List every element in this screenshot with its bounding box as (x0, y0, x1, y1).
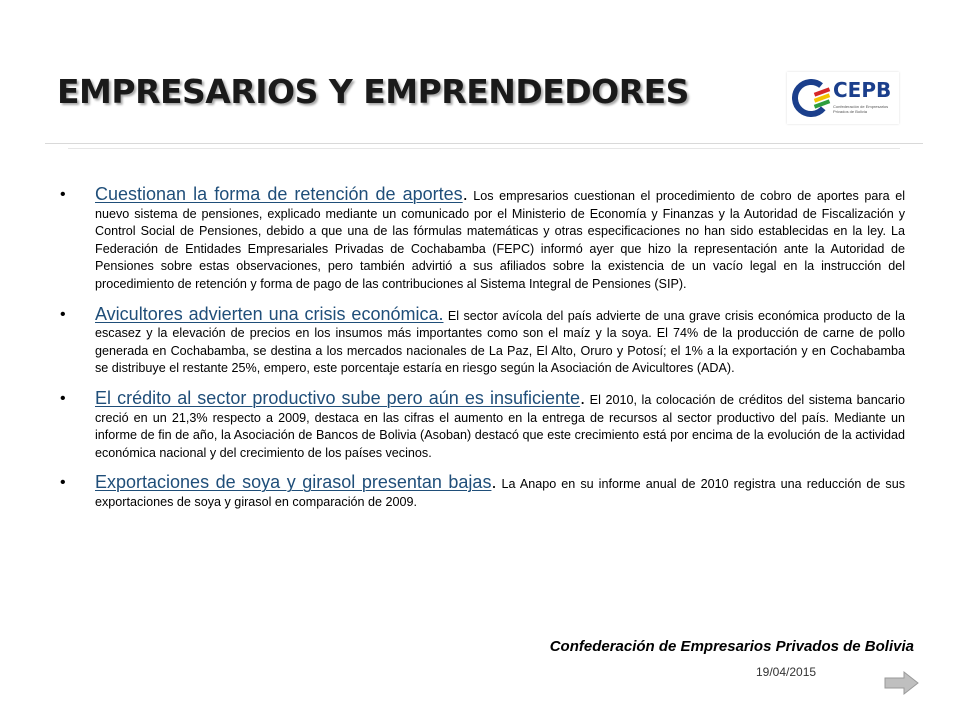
news-body: El 2010, la colocación de créditos del sistema bancario creció en un 21,3% respecto a 2009, destaca en las cifras el aumento en la entrega de recursos al sector productivo del país. Mediante un informe de fin de año, la Asociación de Bancos de Bolivia (Asoban) destacó que este crecimiento está por encima de la evolución de la actividad económica nacional y del crecimiento de los países vecinos. (95, 392, 905, 460)
news-body: El sector avícola del país advierte de una grave crisis económica producto de la escasez y la elevación de precios en los insumos más importantes como son el maíz y la soya. El 74% de la producción de carne de pollo generada en Cochabamba, se destina a los mercados nacionales de La Paz, El Alto, Oruro y Potosí; el 1% a la exportación y en Cochabamba se distribuye el restante 25%, empero, este porcentaje estaría en riesgo según la Asociación de Avicultores (ADA). (95, 308, 905, 376)
page-title: EMPRESARIOS Y EMPRENDEDORES (57, 72, 689, 111)
footer-date: 19/04/2015 (756, 665, 817, 679)
cepb-logo-mark-icon (792, 79, 832, 117)
list-item (60, 387, 905, 462)
footer-organization: Confederación de Empresarios Privados de Bolivia (549, 638, 914, 655)
headline-separator: . (462, 184, 468, 204)
logo-text: CEPB (833, 78, 892, 102)
list-item (60, 474, 905, 511)
title-divider (45, 143, 923, 144)
news-headline[interactable]: Avicultores advierten una crisis económica. (95, 303, 444, 324)
title-divider-inner (68, 148, 900, 149)
news-headline[interactable]: El crédito al sector productivo sube pero aún es insuficiente (95, 387, 581, 408)
logo-subtitle: Confederación de Empresarios Privados de Bolivia (833, 104, 889, 114)
right-arrow-icon[interactable] (884, 670, 920, 696)
bullet-icon: • (60, 305, 66, 323)
bullet-icon: • (60, 474, 66, 492)
news-headline[interactable]: Cuestionan la forma de retención de aportes (95, 184, 463, 204)
list-item (60, 186, 905, 294)
news-body: La Anapo en su informe anual de 2010 registra una reducción de sus exportaciones de soya y girasol en comparación de 2009. (95, 477, 906, 509)
bullet-icon: • (60, 389, 66, 407)
news-headline[interactable]: Exportaciones de soya y girasol presentan bajas (95, 472, 492, 493)
list-item (60, 303, 905, 378)
bullet-icon: • (60, 186, 66, 203)
news-body: Los empresarios cuestionan el procedimiento de cobro de aportes para el nuevo sistema de pensiones, explicado mediante un comunicado por el Ministerio de Economía y Finanzas y la Autoridad de Fiscalización y Control Social de Pensiones, debido a que una de las fórmulas matemáticas y otras especificaciones no han sido establecidas en la ley. La Federación de Entidades Empresariales Privadas de Cochabamba (FEPC) informó ayer que hizo la representación ante la Autoridad de Pensiones sobre estas observaciones, pero también advirtió a sus afiliados sobre la existencia de un vacío legal en la instrucción del procedimiento de retención y forma de pago de las contribuciones al Sistema Integral de Pensiones (SIP). (95, 189, 905, 291)
headline-separator: . (580, 387, 586, 408)
cepb-logo (787, 72, 899, 124)
news-list (60, 186, 905, 524)
headline-separator: . (491, 472, 497, 493)
